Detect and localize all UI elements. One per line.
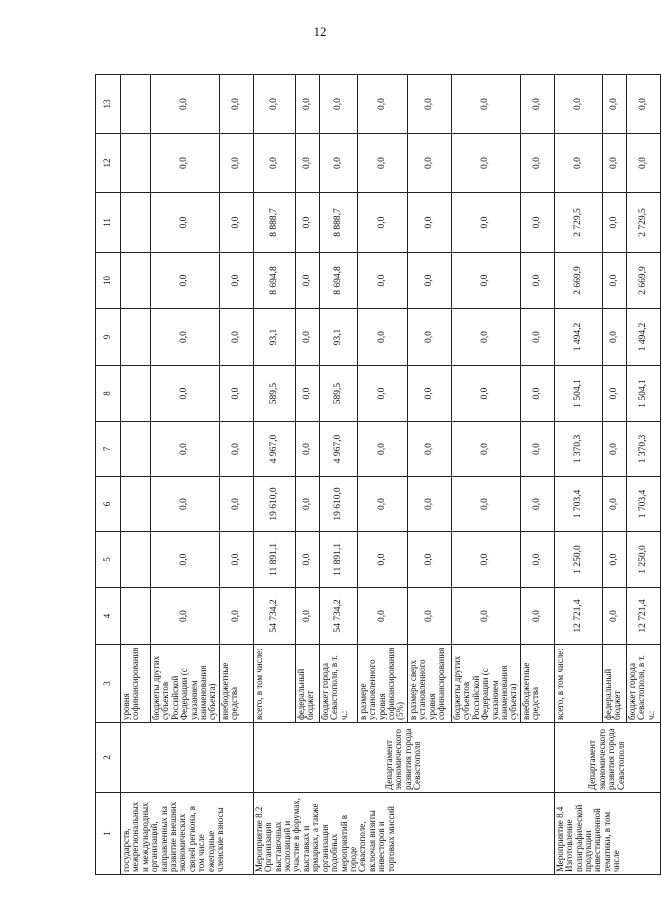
- header-cell: 2: [96, 723, 121, 793]
- executor-cell: [121, 723, 254, 793]
- funding-source-cell: в размере установленного уровня софинансирования (5%): [357, 645, 407, 723]
- value-cell: 589,5: [319, 366, 357, 422]
- funding-source-cell: федеральный бюджет: [602, 645, 626, 723]
- value-cell: 0,0: [219, 532, 253, 588]
- value-cell: 0,0: [451, 75, 520, 134]
- value-cell: 0,0: [151, 477, 220, 532]
- value-cell: 0,0: [357, 422, 407, 477]
- value-cell: 0,0: [451, 309, 520, 366]
- value-cell: 0,0: [295, 588, 319, 645]
- value-cell: 0,0: [602, 532, 626, 588]
- table-row: [253, 75, 295, 875]
- value-cell: 0,0: [602, 75, 626, 134]
- value-cell: 0,0: [602, 253, 626, 309]
- value-cell: 0,0: [451, 193, 520, 253]
- rotated-table-container: [95, 75, 656, 875]
- funding-source-cell: уровня софинансирования: [121, 645, 151, 723]
- value-cell: 0,0: [451, 588, 520, 645]
- value-cell: 0,0: [602, 134, 626, 193]
- value-cell: 0,0: [151, 422, 220, 477]
- value-cell: [121, 532, 151, 588]
- value-cell: 0,0: [219, 422, 253, 477]
- value-cell: 0,0: [520, 422, 554, 477]
- value-cell: 0,0: [295, 366, 319, 422]
- value-cell: 1 703,4: [554, 477, 602, 532]
- header-cell: 9: [96, 309, 121, 366]
- value-cell: 0,0: [295, 193, 319, 253]
- header-cell: 3: [96, 645, 121, 723]
- value-cell: 0,0: [451, 532, 520, 588]
- table-row: [121, 75, 151, 875]
- value-cell: 0,0: [602, 309, 626, 366]
- value-cell: 0,0: [626, 134, 660, 193]
- value-cell: 1 504,1: [554, 366, 602, 422]
- value-cell: 0,0: [451, 134, 520, 193]
- value-cell: 8 694,8: [253, 253, 295, 309]
- value-cell: 0,0: [602, 588, 626, 645]
- funding-source-cell: всего, в том числе:: [253, 645, 295, 723]
- budget-table: [95, 74, 661, 875]
- value-cell: 1 494,2: [554, 309, 602, 366]
- value-cell: 0,0: [357, 134, 407, 193]
- value-cell: 1 250,0: [554, 532, 602, 588]
- value-cell: 0,0: [219, 309, 253, 366]
- value-cell: 1 370,3: [626, 422, 660, 477]
- value-cell: 0,0: [357, 193, 407, 253]
- value-cell: 0,0: [451, 366, 520, 422]
- value-cell: 12 721,4: [626, 588, 660, 645]
- header-cell: 13: [96, 75, 121, 134]
- value-cell: 0,0: [151, 309, 220, 366]
- value-cell: 0,0: [357, 309, 407, 366]
- value-cell: 0,0: [219, 366, 253, 422]
- value-cell: 0,0: [151, 75, 220, 134]
- value-cell: 0,0: [219, 477, 253, 532]
- value-cell: 0,0: [319, 75, 357, 134]
- value-cell: 0,0: [151, 532, 220, 588]
- value-cell: 0,0: [151, 193, 220, 253]
- value-cell: 0,0: [295, 532, 319, 588]
- header-cell: 12: [96, 134, 121, 193]
- value-cell: [121, 309, 151, 366]
- value-cell: 2 669,9: [626, 253, 660, 309]
- value-cell: 1 703,4: [626, 477, 660, 532]
- value-cell: [121, 253, 151, 309]
- header-cell: 8: [96, 366, 121, 422]
- value-cell: [121, 75, 151, 134]
- measure-name-cell: Мероприятие 8.4 Изготовление полиграфической продукции инвестиционной тематики, в том числе: [554, 793, 660, 875]
- value-cell: 11 891,1: [253, 532, 295, 588]
- value-cell: 19 610,0: [319, 477, 357, 532]
- value-cell: [121, 134, 151, 193]
- value-cell: 0,0: [319, 134, 357, 193]
- funding-source-cell: в размере сверх установленного уровня софинансирования: [407, 645, 451, 723]
- funding-source-cell: бюджет города Севастополя, в т. ч.:: [319, 645, 357, 723]
- value-cell: 0,0: [219, 134, 253, 193]
- value-cell: 0,0: [520, 134, 554, 193]
- value-cell: 0,0: [151, 366, 220, 422]
- page-number: 12: [313, 24, 327, 39]
- value-cell: 1 250,0: [626, 532, 660, 588]
- value-cell: 0,0: [520, 532, 554, 588]
- value-cell: 0,0: [151, 134, 220, 193]
- value-cell: 0,0: [219, 193, 253, 253]
- header-row: [96, 75, 121, 875]
- value-cell: 0,0: [357, 75, 407, 134]
- value-cell: 0,0: [520, 309, 554, 366]
- value-cell: [121, 193, 151, 253]
- value-cell: 0,0: [407, 75, 451, 134]
- value-cell: 0,0: [520, 75, 554, 134]
- value-cell: 8 888,7: [319, 193, 357, 253]
- value-cell: 93,1: [319, 309, 357, 366]
- executor-cell: Департамент экономического развития города Севастополя: [554, 723, 660, 793]
- value-cell: 0,0: [602, 422, 626, 477]
- value-cell: 1 504,1: [626, 366, 660, 422]
- header-cell: 7: [96, 422, 121, 477]
- value-cell: 0,0: [407, 422, 451, 477]
- header-cell: 1: [96, 793, 121, 875]
- value-cell: 1 494,2: [626, 309, 660, 366]
- value-cell: 0,0: [151, 588, 220, 645]
- value-cell: 0,0: [407, 477, 451, 532]
- value-cell: 4 967,0: [253, 422, 295, 477]
- value-cell: 0,0: [295, 309, 319, 366]
- value-cell: 0,0: [219, 253, 253, 309]
- value-cell: 589,5: [253, 366, 295, 422]
- value-cell: 0,0: [407, 193, 451, 253]
- header-cell: 11: [96, 193, 121, 253]
- header-cell: 6: [96, 477, 121, 532]
- value-cell: 0,0: [219, 588, 253, 645]
- value-cell: 0,0: [520, 193, 554, 253]
- funding-source-cell: всего, в том числе:: [554, 645, 602, 723]
- value-cell: 0,0: [253, 75, 295, 134]
- value-cell: 0,0: [295, 477, 319, 532]
- funding-source-cell: федеральный бюджет: [295, 645, 319, 723]
- value-cell: 2 669,9: [554, 253, 602, 309]
- value-cell: 0,0: [602, 366, 626, 422]
- value-cell: 0,0: [219, 75, 253, 134]
- value-cell: 0,0: [407, 253, 451, 309]
- value-cell: 0,0: [602, 193, 626, 253]
- value-cell: 54 734,2: [253, 588, 295, 645]
- value-cell: 0,0: [295, 75, 319, 134]
- value-cell: 0,0: [451, 253, 520, 309]
- funding-source-cell: внебюджетные средства: [219, 645, 253, 723]
- value-cell: 12 721,4: [554, 588, 602, 645]
- value-cell: 0,0: [151, 253, 220, 309]
- value-cell: 0,0: [520, 588, 554, 645]
- funding-source-cell: бюджеты других субъектов Российской Федерации (с указанием наименования субъекта): [151, 645, 220, 723]
- value-cell: 2 729,5: [554, 193, 602, 253]
- value-cell: 0,0: [357, 477, 407, 532]
- value-cell: 93,1: [253, 309, 295, 366]
- value-cell: 0,0: [295, 134, 319, 193]
- value-cell: 0,0: [407, 532, 451, 588]
- value-cell: 0,0: [451, 422, 520, 477]
- funding-source-cell: внебюджетные средства: [520, 645, 554, 723]
- table-row: [554, 75, 602, 875]
- value-cell: 0,0: [554, 134, 602, 193]
- header-cell: 5: [96, 532, 121, 588]
- value-cell: [121, 588, 151, 645]
- value-cell: 0,0: [407, 309, 451, 366]
- table-body: [121, 75, 661, 875]
- value-cell: 0,0: [520, 366, 554, 422]
- value-cell: 0,0: [357, 588, 407, 645]
- value-cell: 1 370,3: [554, 422, 602, 477]
- value-cell: 0,0: [357, 253, 407, 309]
- value-cell: 8 694,8: [319, 253, 357, 309]
- value-cell: 11 891,1: [319, 532, 357, 588]
- funding-source-cell: бюджет города Севастополя, в т. ч.:: [626, 645, 660, 723]
- value-cell: [121, 422, 151, 477]
- header-cell: 4: [96, 588, 121, 645]
- value-cell: 0,0: [295, 422, 319, 477]
- value-cell: 8 888,7: [253, 193, 295, 253]
- value-cell: 0,0: [554, 75, 602, 134]
- value-cell: 4 967,0: [319, 422, 357, 477]
- value-cell: [121, 366, 151, 422]
- funding-source-cell: бюджеты других субъектов Российской Федерации (с указанием наименования субъекта): [451, 645, 520, 723]
- value-cell: 0,0: [520, 253, 554, 309]
- value-cell: 0,0: [602, 477, 626, 532]
- value-cell: [121, 477, 151, 532]
- value-cell: 0,0: [357, 366, 407, 422]
- executor-cell: Департамент экономического развития города Севастополя: [253, 723, 554, 793]
- value-cell: 0,0: [407, 588, 451, 645]
- measure-name-cell: государств, межрегиональных и международных организаций, направленных на развитие внешних экономических связей региона, в том числе ежегодные членские взносы: [121, 793, 254, 875]
- value-cell: 0,0: [253, 134, 295, 193]
- value-cell: 0,0: [295, 253, 319, 309]
- value-cell: 0,0: [407, 366, 451, 422]
- value-cell: 0,0: [407, 134, 451, 193]
- value-cell: 2 729,5: [626, 193, 660, 253]
- header-cell: 10: [96, 253, 121, 309]
- value-cell: 54 734,2: [319, 588, 357, 645]
- measure-name-cell: Мероприятие 8.2 Организация выставочных экспозиций и участие в форумах, выставках и ярмарках, а также организация подобных мероприятий в городе Севастополе, включая визиты инвесторов и торговых миссий: [253, 793, 554, 875]
- value-cell: 19 610,0: [253, 477, 295, 532]
- value-cell: 0,0: [357, 532, 407, 588]
- value-cell: 0,0: [626, 75, 660, 134]
- value-cell: 0,0: [520, 477, 554, 532]
- value-cell: 0,0: [451, 477, 520, 532]
